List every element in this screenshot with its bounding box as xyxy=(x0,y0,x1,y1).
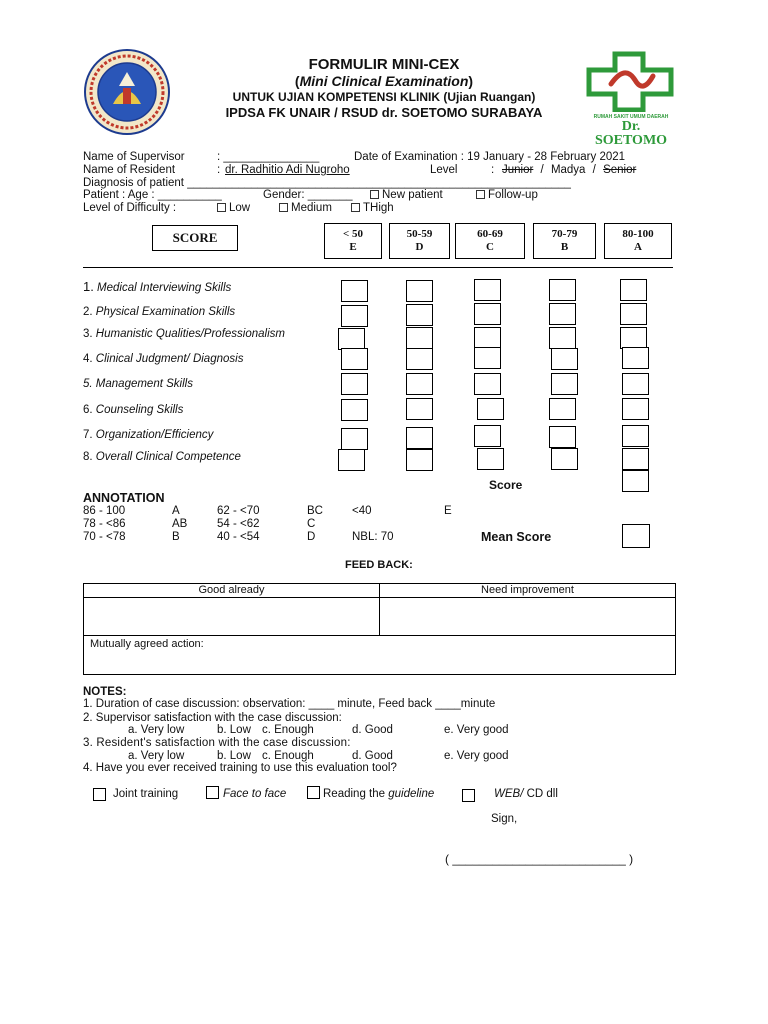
annotation-cell: 78 - <86 xyxy=(83,518,126,530)
mean-score-box[interactable] xyxy=(622,524,650,548)
score-box-a[interactable] xyxy=(622,398,649,420)
difficulty-high[interactable] xyxy=(351,202,394,214)
new-patient-label: New patient xyxy=(382,189,443,201)
notes-title: NOTES: xyxy=(83,686,127,698)
reading-guideline-checkbox[interactable] xyxy=(307,786,320,799)
note-1: 1. Duration of case discussion: observation: ____ minute, Feed back ____minute xyxy=(83,698,496,710)
joint-training-checkbox[interactable] xyxy=(93,788,106,801)
score-col-d xyxy=(389,223,450,259)
annotation-cell: 70 - <78 xyxy=(83,531,126,543)
annotation-cell: BC xyxy=(307,505,323,517)
score-box-b[interactable] xyxy=(551,348,578,370)
difficulty-high-label: THigh xyxy=(363,202,394,214)
level-separator: / xyxy=(540,164,544,176)
agreed-action-label: Mutually agreed action: xyxy=(90,638,204,650)
level-label: Level xyxy=(430,164,458,176)
difficulty-low-checkbox[interactable] xyxy=(217,203,226,212)
score-total-label: Score xyxy=(489,478,523,492)
header-divider xyxy=(83,267,673,268)
score-box-e[interactable] xyxy=(341,373,368,395)
score-box-c[interactable] xyxy=(474,373,501,395)
criterion-8 xyxy=(83,451,241,463)
score-box-a[interactable] xyxy=(622,425,649,447)
annotation-cell: <40 xyxy=(352,505,372,517)
score-box-e[interactable] xyxy=(341,348,368,370)
score-box-d[interactable] xyxy=(406,280,433,302)
difficulty-label: Level of Difficulty : xyxy=(83,202,177,214)
score-box-d[interactable] xyxy=(406,398,433,420)
follow-up-label: Follow-up xyxy=(488,189,538,201)
criterion-label: Medical Interviewing Skills xyxy=(97,282,232,294)
follow-up-option[interactable] xyxy=(476,189,538,201)
score-box-c[interactable] xyxy=(474,303,501,325)
web-cd-checkbox[interactable] xyxy=(462,789,475,802)
criterion-6 xyxy=(83,404,183,416)
score-box-b[interactable] xyxy=(549,279,576,301)
level-senior[interactable]: Senior xyxy=(603,164,637,176)
annotation-cell: 62 - <70 xyxy=(217,505,260,517)
score-box-d[interactable] xyxy=(406,373,433,395)
score-box-e[interactable] xyxy=(341,399,368,421)
score-col-b xyxy=(533,223,596,259)
criterion-5 xyxy=(83,378,193,390)
criterion-number: 6. xyxy=(83,404,93,416)
criterion-1 xyxy=(83,279,231,294)
level-colon: : xyxy=(491,164,495,176)
web-cd-label xyxy=(494,788,558,800)
annotation-cell: 86 - 100 xyxy=(83,505,126,517)
new-patient-checkbox[interactable] xyxy=(370,190,379,199)
annotation-cell: 40 - <54 xyxy=(217,531,260,543)
score-box-c[interactable] xyxy=(474,327,501,349)
annotation-cell: NBL: 70 xyxy=(352,531,394,543)
note-2-option[interactable]: c. Enough xyxy=(262,724,314,736)
annotation-cell: B xyxy=(172,531,180,543)
reading-guideline-label xyxy=(323,788,434,800)
score-col-e xyxy=(324,223,382,259)
gender-field[interactable]: Gender: _______ xyxy=(263,189,353,201)
note-3-option[interactable]: c. Enough xyxy=(262,750,314,762)
note-2: 2. Supervisor satisfaction with the case discussion: xyxy=(83,712,342,724)
criterion-label: Management Skills xyxy=(95,378,193,390)
criterion-3 xyxy=(83,328,285,340)
score-box-d[interactable] xyxy=(406,348,433,370)
level-madya[interactable]: Madya xyxy=(550,164,586,176)
soetomo-logo-caption: RUMAH SAKIT UMUM DAERAH xyxy=(593,114,669,120)
score-box-b[interactable] xyxy=(549,426,576,448)
score-range: 70-79 xyxy=(551,228,578,240)
criterion-number: 3. xyxy=(83,328,93,340)
note-3-option[interactable]: d. Good xyxy=(352,750,393,762)
criterion-number: 2. xyxy=(83,306,93,318)
level-separator: / xyxy=(592,164,596,176)
criterion-label: Physical Examination Skills xyxy=(95,306,236,318)
criterion-label: Overall Clinical Competence xyxy=(95,451,241,463)
feedback-body-row xyxy=(84,598,675,636)
guideline-text: guideline xyxy=(388,788,435,800)
annotation-cell: A xyxy=(172,505,180,517)
criterion-number: 5. xyxy=(83,378,93,390)
note-4: 4. Have you ever received training to use this evaluation tool? xyxy=(83,762,397,774)
score-box-e[interactable] xyxy=(338,449,365,471)
score-col-a xyxy=(604,223,672,259)
score-title-box: SCORE xyxy=(152,225,238,251)
score-box-a[interactable] xyxy=(622,373,649,395)
supervisor-label: Name of Supervisor xyxy=(83,151,185,163)
difficulty-low[interactable] xyxy=(217,202,250,214)
supervisor-field[interactable]: : _______________ xyxy=(217,151,320,163)
follow-up-checkbox[interactable] xyxy=(476,190,485,199)
agreed-action-row[interactable] xyxy=(84,636,675,674)
reading-text: Reading the xyxy=(323,788,386,800)
difficulty-medium-checkbox[interactable] xyxy=(279,203,288,212)
feedback-header-row xyxy=(84,584,675,598)
score-box-a[interactable] xyxy=(620,303,647,325)
diagnosis-field[interactable]: Diagnosis of patient ____________________________________________________________ xyxy=(83,177,571,189)
level-junior[interactable]: Junior xyxy=(502,164,534,176)
annotation-cell: D xyxy=(307,531,316,543)
score-grade: B xyxy=(560,241,569,253)
criterion-number: 8. xyxy=(83,451,93,463)
score-box-d[interactable] xyxy=(406,327,433,349)
patient-age-field[interactable]: Patient : Age : __________ xyxy=(83,189,222,201)
score-box-b[interactable] xyxy=(549,303,576,325)
sign-label: Sign, xyxy=(491,813,518,825)
feedback-title: FEED BACK: xyxy=(345,559,413,571)
resident-label: Name of Resident xyxy=(83,164,176,176)
difficulty-low-label: Low xyxy=(229,202,251,214)
score-box-a[interactable] xyxy=(622,347,649,369)
feedback-table xyxy=(83,583,676,675)
note-2-option[interactable]: d. Good xyxy=(352,724,393,736)
criterion-label: Humanistic Qualities/Professionalism xyxy=(95,328,285,340)
score-box-a[interactable] xyxy=(620,327,647,349)
feedback-improve-header: Need improvement xyxy=(481,584,574,596)
criterion-label: Organization/Efficiency xyxy=(95,429,214,441)
score-box-c[interactable] xyxy=(477,448,504,470)
criterion-number: 1. xyxy=(83,279,94,294)
annotation-title: ANNOTATION xyxy=(83,491,165,505)
feedback-good-header: Good already xyxy=(84,584,380,597)
score-grade: C xyxy=(486,241,494,253)
criterion-label: Clinical Judgment/ Diagnosis xyxy=(95,353,244,365)
level-options xyxy=(502,164,636,176)
score-box-c[interactable] xyxy=(474,279,501,301)
face-to-face-label: Face to face xyxy=(223,788,287,800)
score-box-d[interactable] xyxy=(406,304,433,326)
subtitle-close-paren: ) xyxy=(468,73,474,89)
score-box-e[interactable] xyxy=(341,305,368,327)
note-3: 3. Resident's satisfaction with the case discussion: xyxy=(83,737,351,749)
score-range: 80-100 xyxy=(622,228,654,240)
difficulty-high-checkbox[interactable] xyxy=(351,203,360,212)
score-grade: A xyxy=(634,241,642,253)
annotation-cell: 54 - <62 xyxy=(217,518,260,530)
score-range: 60-69 xyxy=(477,228,503,240)
form-subtitle xyxy=(0,73,768,89)
note-3-option[interactable]: a. Very low xyxy=(128,750,185,762)
total-score-box[interactable] xyxy=(622,470,649,492)
difficulty-medium[interactable] xyxy=(279,202,332,214)
face-to-face-checkbox[interactable] xyxy=(206,786,219,799)
note-3-option[interactable]: b. Low xyxy=(217,750,251,762)
criterion-7 xyxy=(83,429,213,441)
criterion-number: 4. xyxy=(83,353,93,365)
difficulty-medium-label: Medium xyxy=(291,202,332,214)
score-box-b[interactable] xyxy=(549,327,576,349)
score-grade: E xyxy=(349,241,357,253)
score-grade: D xyxy=(415,241,424,253)
score-box-a[interactable] xyxy=(620,279,647,301)
soetomo-logo-name: Dr. SOETOMO xyxy=(594,119,668,148)
subtitle-text: Mini Clinical Examination xyxy=(299,73,469,89)
institution: IPDSA FK UNAIR / RSUD dr. SOETOMO SURABAYA xyxy=(225,105,543,120)
note-2-option[interactable]: b. Low xyxy=(217,724,251,736)
criterion-number: 7. xyxy=(83,429,93,441)
subtitle-open-paren: ( xyxy=(294,73,300,89)
criterion-2 xyxy=(83,306,235,318)
criterion-label: Counseling Skills xyxy=(95,404,184,416)
feedback-good-field[interactable] xyxy=(84,598,380,635)
resident-colon: : xyxy=(217,164,221,176)
score-box-b[interactable] xyxy=(551,373,578,395)
score-range: 50-59 xyxy=(406,228,433,240)
score-box-d[interactable] xyxy=(406,427,433,449)
exam-date: Date of Examination : 19 January - 28 February 2021 xyxy=(354,151,626,163)
score-box-a[interactable] xyxy=(622,448,649,470)
new-patient-option[interactable] xyxy=(370,189,443,201)
web-text: WEB/ xyxy=(494,788,524,800)
cd-text: CD dll xyxy=(523,788,558,800)
score-box-b[interactable] xyxy=(549,398,576,420)
score-box-b[interactable] xyxy=(551,448,578,470)
score-box-c[interactable] xyxy=(474,425,501,447)
criterion-4 xyxy=(83,353,243,365)
score-box-e[interactable] xyxy=(341,428,368,450)
score-box-e[interactable] xyxy=(338,328,365,350)
score-box-d[interactable] xyxy=(406,449,433,471)
resident-name[interactable]: dr. Radhitio Adi Nugroho xyxy=(225,164,350,176)
feedback-improve-field[interactable] xyxy=(380,598,675,635)
signature-line[interactable]: ( __________________________ ) xyxy=(445,852,634,866)
annotation-cell: E xyxy=(444,505,452,517)
score-box-c[interactable] xyxy=(477,398,504,420)
note-3-option[interactable]: e. Very good xyxy=(444,750,509,762)
score-range: < 50 xyxy=(342,228,364,240)
note-2-option[interactable]: e. Very good xyxy=(444,724,509,736)
score-col-c xyxy=(455,223,525,259)
form-title: FORMULIR MINI-CEX xyxy=(308,56,460,73)
note-2-option[interactable]: a. Very low xyxy=(128,724,185,736)
score-box-c[interactable] xyxy=(474,347,501,369)
joint-training-label: Joint training xyxy=(113,788,179,800)
exam-type: UNTUK UJIAN KOMPETENSI KLINIK (Ujian Ruangan) xyxy=(232,90,536,104)
score-box-e[interactable] xyxy=(341,280,368,302)
annotation-cell: AB xyxy=(172,518,188,530)
annotation-cell: C xyxy=(307,518,316,530)
mean-score-label: Mean Score xyxy=(481,530,552,544)
